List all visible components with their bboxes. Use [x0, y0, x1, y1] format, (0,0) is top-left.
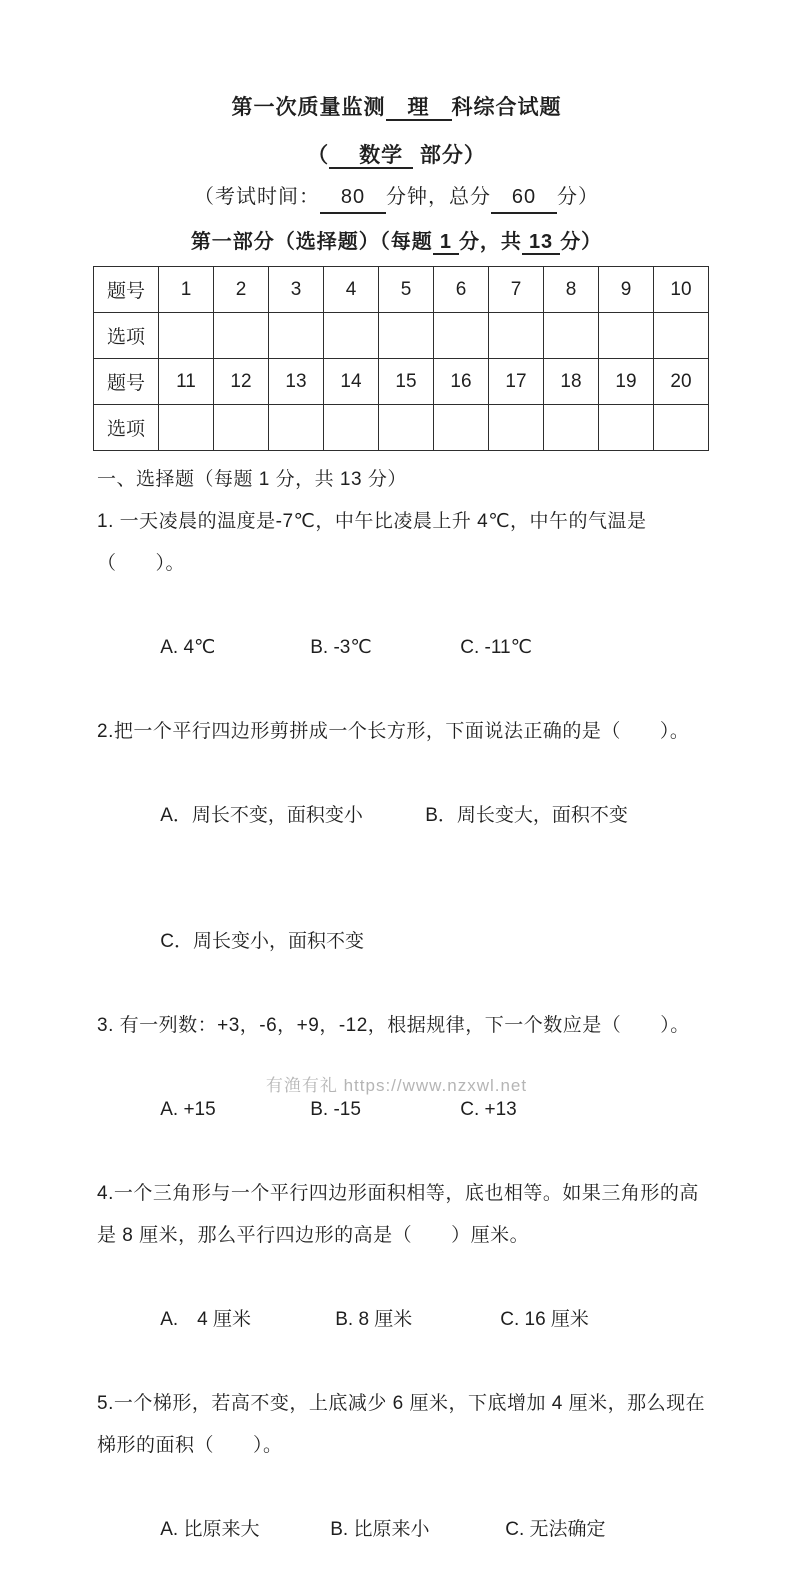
- answer-cell-blank: [324, 313, 379, 359]
- answer-cell-blank: [654, 405, 709, 451]
- option-a: A. 4 厘米: [160, 1309, 252, 1330]
- answer-cell-blank: [489, 313, 544, 359]
- answer-cell-blank: [379, 405, 434, 451]
- question-number: 11: [159, 359, 214, 405]
- option-a: A. +15: [160, 1099, 216, 1120]
- question-number: 12: [214, 359, 269, 405]
- answer-cell-blank: [544, 313, 599, 359]
- question-4: [97, 1173, 708, 1383]
- question-2: [97, 711, 708, 1005]
- part-one-header: [0, 228, 793, 256]
- part-header-p1: 第一部分（选择题）（每题: [190, 231, 433, 253]
- row-label: 选项: [94, 313, 159, 359]
- question-3-options: [97, 1047, 708, 1173]
- question-number: 9: [599, 267, 654, 313]
- question-4-options: [97, 1257, 708, 1383]
- answer-cell-blank: [599, 405, 654, 451]
- total-score-blank: 13: [522, 231, 560, 255]
- answer-cell-blank: [654, 313, 709, 359]
- answer-cell-blank: [159, 405, 214, 451]
- row-label: 题号: [94, 359, 159, 405]
- answer-cell-blank: [159, 313, 214, 359]
- table-row-answers-2: [94, 405, 709, 451]
- question-number: 7: [489, 267, 544, 313]
- question-number: 3: [269, 267, 324, 313]
- question-number: 13: [269, 359, 324, 405]
- question-2-options-row1: [97, 753, 708, 879]
- answer-cell-blank: [269, 313, 324, 359]
- option-a: A. 4℃: [160, 637, 216, 658]
- table-row-numbers-1: [94, 267, 709, 313]
- question-number: 8: [544, 267, 599, 313]
- question-number: 18: [544, 359, 599, 405]
- answer-cell-blank: [214, 313, 269, 359]
- answer-cell-blank: [214, 405, 269, 451]
- answer-cell-blank: [489, 405, 544, 451]
- question-number: 17: [489, 359, 544, 405]
- exam-title-subject-blank: 理: [386, 96, 452, 121]
- option-c: C．周长变小，面积不变: [160, 931, 364, 952]
- answer-cell-blank: [544, 405, 599, 451]
- part-header-p2: 分，共: [458, 231, 522, 253]
- question-number: 2: [214, 267, 269, 313]
- option-a: A．周长不变，面积变小: [160, 805, 363, 826]
- subtitle-close: 部分）: [413, 144, 486, 167]
- row-label: 题号: [94, 267, 159, 313]
- question-number: 10: [654, 267, 709, 313]
- question-number: 16: [434, 359, 489, 405]
- answer-cell-blank: [434, 405, 489, 451]
- exam-title: [0, 94, 793, 122]
- question-5: [97, 1383, 708, 1593]
- option-b: B. -3℃: [310, 637, 372, 658]
- answer-cell-blank: [379, 313, 434, 359]
- option-b: B. 8 厘米: [335, 1309, 413, 1330]
- watermark-footer: 有渔有礼 https://www.nzxwl.net: [265, 1076, 528, 1095]
- question-number: 19: [599, 359, 654, 405]
- question-5-text-line1: 5.一个梯形，若高不变，上底减少 6 厘米，下底增加 4 厘米，那么现在: [97, 1393, 706, 1414]
- answer-sheet-table: [93, 266, 709, 451]
- question-number: 5: [379, 267, 434, 313]
- answer-cell-blank: [599, 313, 654, 359]
- option-c: C. -11℃: [460, 637, 532, 658]
- question-1: [97, 501, 708, 711]
- exam-subtitle: [0, 142, 793, 170]
- question-number: 20: [654, 359, 709, 405]
- question-number: 14: [324, 359, 379, 405]
- question-1-options: [97, 585, 708, 711]
- option-b: B．周长变大，面积不变: [425, 805, 628, 826]
- table-row-numbers-2: [94, 359, 709, 405]
- question-1-text: 1. 一天凌晨的温度是-7℃，中午比凌晨上升 4℃，中午的气温是（ ）。: [97, 511, 647, 574]
- question-number: 15: [379, 359, 434, 405]
- question-3-text: 3. 有一列数：+3，-6，+9，-12，根据规律，下一个数应是（ ）。: [97, 1015, 690, 1036]
- per-question-score-blank: 1: [433, 231, 459, 255]
- option-c: C. +13: [460, 1099, 517, 1120]
- question-2-text: 2.把一个平行四边形剪拼成一个长方形，下面说法正确的是（ ）。: [97, 721, 690, 742]
- exam-info-line: [0, 182, 793, 214]
- option-c: C. 无法确定: [505, 1519, 606, 1540]
- part-header-p3: 分）: [560, 231, 603, 253]
- option-a: A. 比原来大: [160, 1519, 260, 1540]
- exam-title-prefix: 第一次质量监测: [231, 96, 386, 119]
- option-b: B. 比原来小: [330, 1519, 430, 1540]
- question-number: 4: [324, 267, 379, 313]
- answer-cell-blank: [434, 313, 489, 359]
- question-5-options: [97, 1467, 708, 1593]
- answer-cell-blank: [324, 405, 379, 451]
- option-c: C. 16 厘米: [500, 1309, 589, 1330]
- question-5-text-line2: 梯形的面积（ ）。: [97, 1435, 283, 1456]
- exam-title-suffix: 科综合试题: [451, 96, 562, 119]
- question-4-text-line2: 是 8 厘米，那么平行四边形的高是（ ）厘米。: [97, 1225, 530, 1246]
- subtitle-subject-blank: 数学: [329, 144, 413, 169]
- exam-info-mid: 分钟，总分: [386, 186, 491, 208]
- row-label: 选项: [94, 405, 159, 451]
- section-one-title: 一、选择题（每题 1 分，共 13 分）: [97, 469, 407, 490]
- question-4-text-line1: 4.一个三角形与一个平行四边形面积相等，底也相等。如果三角形的高: [97, 1183, 699, 1204]
- exam-info-suffix: 分）: [557, 186, 599, 208]
- table-row-answers-1: [94, 313, 709, 359]
- exam-info-prefix: （考试时间：: [194, 186, 320, 208]
- answer-cell-blank: [269, 405, 324, 451]
- question-number: 6: [434, 267, 489, 313]
- option-b: B. -15: [310, 1099, 361, 1120]
- subtitle-open: （: [307, 144, 330, 167]
- question-2-options-row2: [97, 879, 708, 1005]
- exam-total-blank: 60: [491, 182, 557, 214]
- exam-time-blank: 80: [320, 182, 386, 214]
- question-number: 1: [159, 267, 214, 313]
